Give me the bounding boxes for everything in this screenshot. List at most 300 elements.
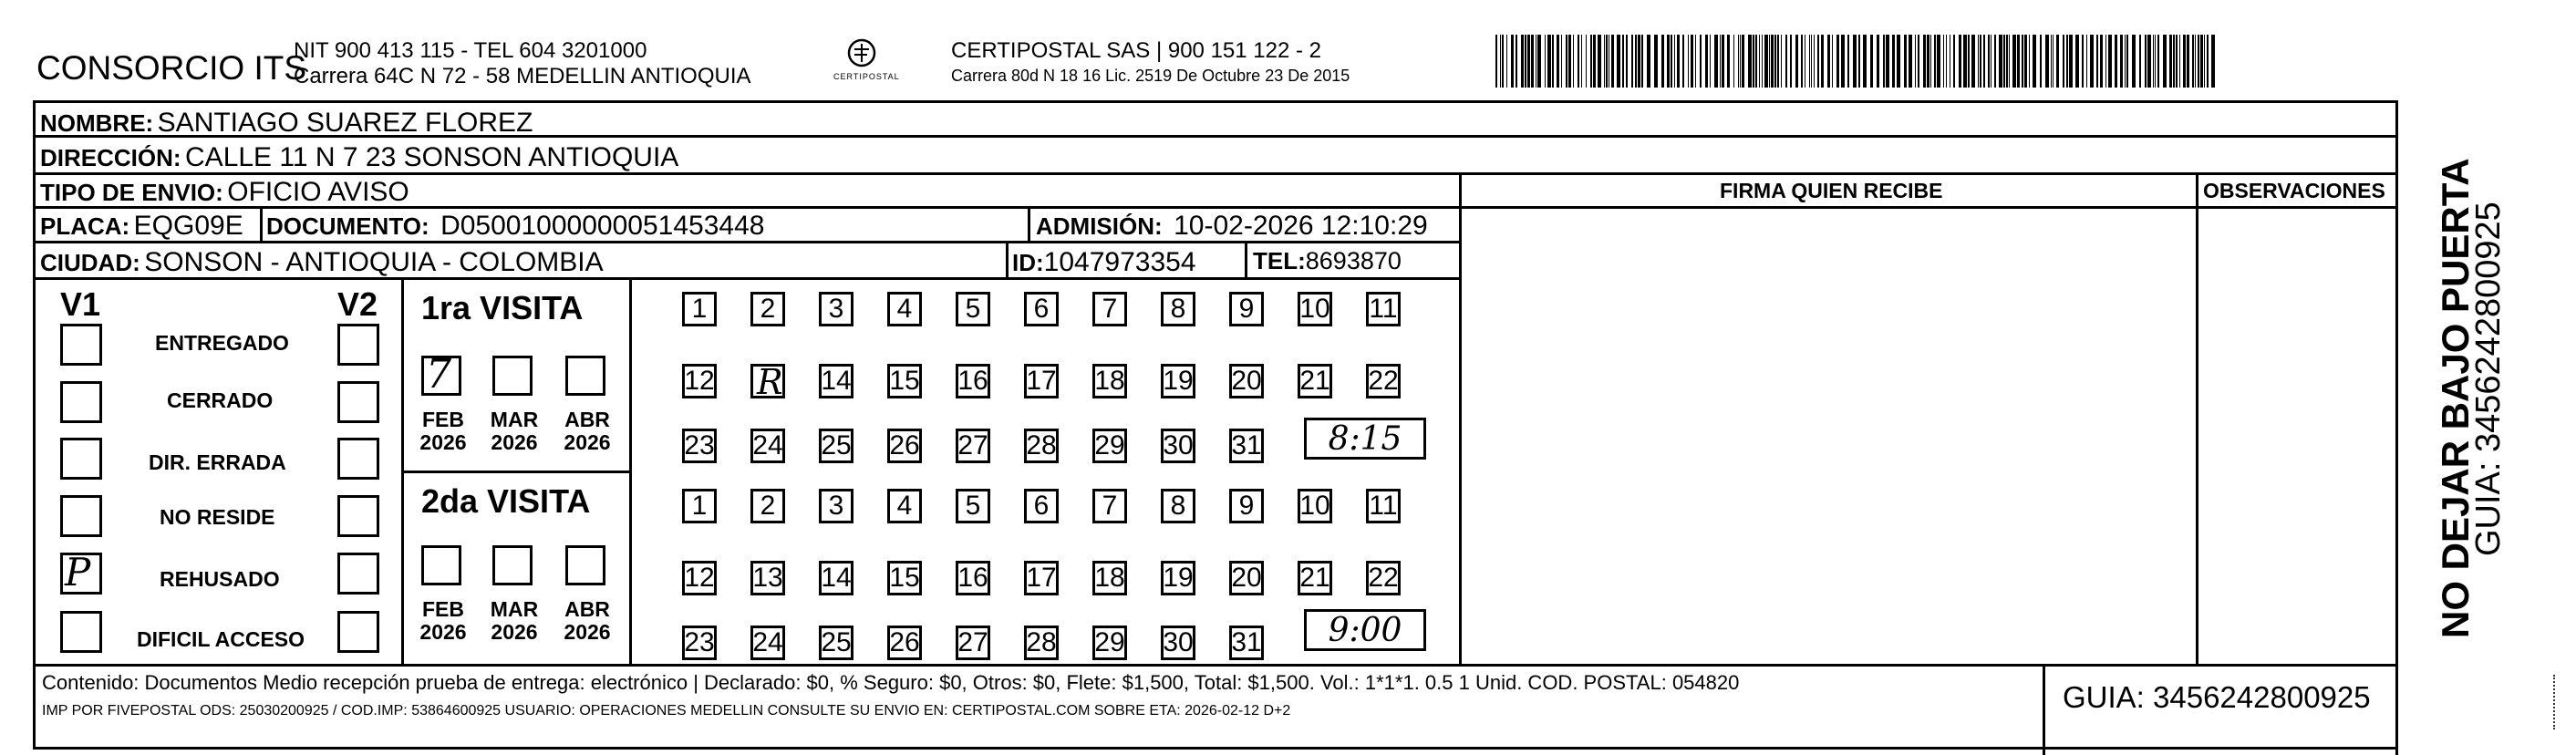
barcode-bar: [1742, 35, 1744, 88]
v2-checkbox-dir-errada[interactable]: [337, 438, 379, 480]
visit2-day-23[interactable]: [682, 626, 717, 660]
barcode-bar: [2200, 35, 2203, 88]
day-label: 12: [684, 366, 715, 396]
barcode-bar: [1753, 35, 1754, 88]
visit1-time: 8:15: [1328, 419, 1402, 458]
barcode-bar: [1598, 35, 1601, 88]
barcode-bar: [1785, 35, 1787, 88]
barcode-bar: [1521, 35, 1524, 88]
barcode-bar: [1883, 35, 1885, 88]
day-label: 25: [821, 430, 852, 460]
visit1-day-28[interactable]: [1024, 429, 1059, 463]
day-label: 14: [821, 563, 852, 593]
barcode-bar: [1626, 35, 1628, 88]
footer-contenido: Contenido: Documentos Medio recepción prueba de entrega: electrónico | Declarado: $0, % Seguro: $0, Otros: $0, Flete: $1,500, Total: $1,500. Vol.: 1*1*1. 0.5 1 Unid. COD. POSTAL: 054820: [42, 671, 1740, 694]
visit1-day-24[interactable]: [750, 429, 785, 463]
day-label: 26: [889, 627, 920, 657]
visit1-day-18[interactable]: [1092, 364, 1127, 398]
barcode-bar: [1927, 35, 1929, 88]
day-label: 27: [957, 627, 988, 657]
barcode-bar: [1897, 35, 1900, 88]
barcode-bar: [1617, 35, 1620, 88]
visit2-day-10[interactable]: [1298, 489, 1332, 523]
barcode-bar: [2040, 35, 2042, 88]
barcode-bar: [2176, 35, 2178, 88]
status-label-dir-errada: DIR. ERRADA: [149, 450, 286, 474]
visit1-day-26[interactable]: [887, 429, 922, 463]
barcode-bar: [1688, 35, 1689, 88]
v2-checkbox-entregado[interactable]: [337, 324, 379, 366]
visit1-day-5[interactable]: [956, 292, 990, 326]
barcode-bar: [1677, 35, 1680, 88]
barcode-bar: [1937, 35, 1940, 88]
barcode-bar: [1983, 35, 1985, 88]
visit2-day-1[interactable]: [682, 489, 717, 523]
barcode-bar: [1870, 35, 1873, 88]
visit2-day-11[interactable]: [1366, 489, 1401, 523]
barcode-bar: [1573, 35, 1574, 88]
visit2-day-24[interactable]: [750, 626, 785, 660]
barcode-bar: [1943, 35, 1944, 88]
barcode-bar: [1801, 35, 1803, 88]
nombre-label: NOMBRE:: [40, 109, 154, 137]
barcode-bar: [1863, 35, 1867, 88]
barcode-bar: [2145, 35, 2147, 88]
barcode-bar: [1647, 35, 1650, 88]
barcode-bar: [2163, 35, 2167, 88]
company-name: CONSORCIO ITS: [36, 49, 307, 87]
barcode-bar: [1814, 35, 1815, 88]
barcode-bar: [2075, 35, 2079, 88]
barcode-bar: [2066, 35, 2068, 88]
barcode-bar: [1999, 35, 2002, 88]
status-label-rehusado: REHUSADO: [160, 567, 280, 591]
barcode-bar: [1566, 35, 1567, 88]
barcode-bar: [2187, 35, 2189, 88]
barcode-bar: [1661, 35, 1664, 88]
visit1-title: 1ra VISITA: [421, 289, 584, 326]
visit2-day-27[interactable]: [956, 626, 990, 660]
barcode-bar: [2139, 35, 2141, 88]
placa-label: PLACA:: [40, 212, 130, 240]
day-label: 24: [752, 430, 783, 460]
carrier-address: Carrera 80d N 18 16 Lic. 2519 De Octubre 23 De 2015: [951, 67, 1350, 85]
day-label: 3: [828, 294, 844, 324]
barcode-bar: [1892, 35, 1895, 88]
visit2-day-26[interactable]: [887, 626, 922, 660]
barcode-bar: [1759, 35, 1760, 88]
visit2-day-7[interactable]: [1092, 489, 1127, 523]
observations-area[interactable]: [2199, 209, 2394, 663]
visit2-day-31[interactable]: [1229, 626, 1264, 660]
visit2-day-13[interactable]: [750, 561, 785, 595]
barcode-bar: [1691, 35, 1693, 88]
barcode-bar: [2173, 35, 2175, 88]
visit2-month-abr-box[interactable]: [565, 545, 605, 585]
barcode-bar: [2012, 35, 2016, 88]
barcode-bar: [1682, 35, 1684, 88]
visit2-day-6[interactable]: [1024, 489, 1059, 523]
barcode-bar: [1762, 35, 1763, 88]
visit2-day-22[interactable]: [1366, 561, 1401, 595]
visit1-day-4[interactable]: [887, 292, 922, 326]
visit2-month-feb-box[interactable]: [421, 545, 461, 585]
direccion-value: CALLE 11 N 7 23 SONSON ANTIOQUIA: [185, 142, 679, 172]
v2-checkbox-dificil-acceso[interactable]: [337, 611, 379, 653]
visit2-day-5[interactable]: [956, 489, 990, 523]
side-warning-wrap: [2418, 128, 2477, 638]
v2-checkbox-rehusado[interactable]: [337, 553, 379, 595]
visit2-day-18[interactable]: [1092, 561, 1127, 595]
barcode-bar: [1777, 35, 1779, 88]
day-label: 8: [1170, 294, 1186, 324]
barcode-bar: [2192, 35, 2194, 88]
barcode-bar: [1918, 35, 1919, 88]
barcode-bar: [1853, 35, 1857, 88]
barcode-bar: [1557, 35, 1559, 88]
barcode-bar: [1817, 35, 1819, 88]
barcode-bar: [1771, 35, 1774, 88]
barcode-bar: [2056, 35, 2059, 88]
visit2-day-12[interactable]: [682, 561, 717, 595]
barcode-bar: [1552, 35, 1554, 88]
visit1-feb-mark: 7: [426, 351, 451, 398]
signature-area[interactable]: [1463, 209, 2194, 663]
day-label: 1: [691, 491, 708, 521]
certipostal-logo: [821, 36, 903, 91]
barcode-bar: [2198, 35, 2199, 88]
barcode-bar: [1604, 35, 1605, 88]
visit1-day-30[interactable]: [1161, 429, 1195, 463]
visit1-day-9[interactable]: [1229, 292, 1264, 326]
barcode-bar: [2126, 35, 2128, 88]
day-label: 22: [1368, 563, 1399, 593]
barcode-bar: [2108, 35, 2112, 88]
visit2-day-17[interactable]: [1024, 561, 1059, 595]
day-label: 3: [828, 491, 844, 521]
barcode-bar: [2024, 35, 2027, 88]
barcode-bar: [1790, 35, 1792, 88]
day-label: 19: [1163, 366, 1194, 396]
visit1-month-feb-box[interactable]: [421, 351, 461, 398]
barcode-bar: [1611, 35, 1614, 88]
barcode-bar: [2086, 35, 2087, 88]
barcode-bar: [1606, 35, 1608, 88]
barcode-bar: [2157, 35, 2159, 88]
day-label: 10: [1299, 294, 1330, 324]
day-label: 7: [1102, 294, 1118, 324]
barcode-bar: [2096, 35, 2098, 88]
barcode-bar: [2120, 35, 2123, 88]
visit1-day-1[interactable]: [682, 292, 717, 326]
barcode-bar: [1545, 35, 1546, 88]
day-label: 6: [1033, 294, 1050, 324]
visit1-day-13[interactable]: [750, 362, 785, 402]
barcode-bar: [2195, 35, 2196, 88]
v1-checkbox-entregado[interactable]: [60, 324, 102, 366]
day-label: 11: [1369, 491, 1398, 521]
barcode-bar: [2183, 35, 2186, 88]
tel-label: TEL:: [1253, 247, 1306, 274]
barcode-bar: [1858, 35, 1860, 88]
v1-checkbox-dir-errada[interactable]: [60, 438, 102, 480]
visit1-day-25[interactable]: [819, 429, 853, 463]
company-nit: NIT 900 413 115 - TEL 604 3201000: [294, 38, 647, 63]
visit2-day-25[interactable]: [819, 626, 853, 660]
barcode-bar: [1980, 35, 1981, 88]
carrier-name: CERTIPOSTAL SAS | 900 151 122 - 2: [951, 38, 1321, 63]
barcode-icon: [1495, 35, 2225, 88]
visit1-day-10[interactable]: [1298, 292, 1332, 326]
visit1-day-7[interactable]: [1092, 292, 1127, 326]
day-label: 17: [1026, 366, 1057, 396]
barcode-bar: [2125, 35, 2126, 88]
side-warning: NO DEJAR BAJO PUERTA: [2434, 158, 2477, 638]
day-label: 20: [1231, 366, 1262, 396]
day-label: 28: [1026, 627, 1057, 657]
visit1-day-3[interactable]: [819, 292, 853, 326]
barcode-bar: [1622, 35, 1624, 88]
visit2-month-mar-label: MAR 2026: [490, 597, 539, 645]
day-label: 23: [684, 430, 715, 460]
barcode-bar: [1909, 35, 1912, 88]
barcode-bar: [1581, 35, 1582, 88]
day-label: 18: [1094, 366, 1125, 396]
visit1-day-31[interactable]: [1229, 429, 1264, 463]
barcode-bar: [1527, 35, 1530, 88]
visit1-day-14[interactable]: [819, 364, 853, 398]
day-label: 31: [1231, 430, 1262, 460]
id-value: 1047973354: [1043, 247, 1196, 277]
barcode-bar: [1641, 35, 1643, 88]
direccion-label: DIRECCIÓN:: [40, 144, 181, 171]
day-label: 2: [760, 294, 776, 324]
visit2-month-feb-label: FEB 2026: [419, 597, 467, 645]
visit2-day-20[interactable]: [1229, 561, 1264, 595]
v1-checkbox-cerrado[interactable]: [60, 381, 102, 423]
day-label: 26: [889, 430, 920, 460]
visit2-day-15[interactable]: [887, 561, 922, 595]
barcode-bar: [1506, 35, 1507, 88]
side-guia: GUIA: 3456242800925: [2469, 202, 2508, 556]
visit2-month-abr-label: ABR 2026: [564, 597, 611, 645]
visit1-day-19[interactable]: [1161, 364, 1195, 398]
visit2-day-2[interactable]: [750, 489, 785, 523]
barcode-bar: [2033, 35, 2036, 88]
v2-checkbox-no-reside[interactable]: [337, 495, 379, 537]
barcode-bar: [1531, 35, 1534, 88]
barcode-bar: [1674, 35, 1675, 88]
visit1-day-27[interactable]: [956, 429, 990, 463]
visit1-day-2[interactable]: [750, 292, 785, 326]
day-label: 7: [1102, 491, 1118, 521]
barcode-bar: [2009, 35, 2010, 88]
barcode-bar: [2153, 35, 2154, 88]
visit2-time: 9:00: [1328, 611, 1402, 649]
visit1-day-22[interactable]: [1366, 364, 1401, 398]
ciudad-value: SONSON - ANTIOQUIA - COLOMBIA: [144, 247, 604, 277]
visit1-month-abr-box[interactable]: [565, 356, 605, 396]
nombre-value: SANTIAGO SUAREZ FLOREZ: [157, 108, 533, 138]
scan-speck: [2553, 675, 2556, 729]
logo-text: CERTIPOSTAL: [833, 72, 900, 81]
admision-value: 10-02-2026 12:10:29: [1174, 211, 1428, 241]
barcode-bar: [2207, 35, 2209, 88]
day-label: 2: [760, 491, 776, 521]
day-label: 4: [896, 491, 913, 521]
barcode-bar: [1841, 35, 1845, 88]
visit2-day-21[interactable]: [1298, 561, 1332, 595]
barcode-bar: [1821, 35, 1824, 88]
firma-header: FIRMA QUIEN RECIBE: [1720, 179, 1943, 202]
barcode-bar: [1755, 35, 1757, 88]
barcode-bar: [2204, 35, 2205, 88]
visit2-day-8[interactable]: [1161, 489, 1195, 523]
visit2-time-box[interactable]: [1304, 609, 1426, 651]
barcode-bar: [1934, 35, 1936, 88]
barcode-bar: [1795, 35, 1798, 88]
barcode-bar: [1811, 35, 1812, 88]
visit1-day-20[interactable]: [1229, 364, 1264, 398]
barcode-bar: [2045, 35, 2049, 88]
day-label: 21: [1299, 563, 1330, 593]
visit2-day-9[interactable]: [1229, 489, 1264, 523]
barcode-bar: [1946, 35, 1947, 88]
v1-header: V1: [60, 285, 101, 323]
visit1-time-box[interactable]: [1304, 418, 1426, 460]
barcode-bar: [1671, 35, 1672, 88]
visit2-day-29[interactable]: [1092, 626, 1127, 660]
day-label: 4: [896, 294, 913, 324]
day-label: 15: [889, 563, 920, 593]
barcode-bar: [1700, 35, 1702, 88]
day-label: 20: [1231, 563, 1262, 593]
barcode-bar: [1968, 35, 1970, 88]
day-label: 8: [1170, 491, 1186, 521]
barcode-bar: [2063, 35, 2064, 88]
day-label: 5: [965, 491, 981, 521]
day-label: 31: [1231, 627, 1262, 657]
barcode-bar: [2100, 35, 2103, 88]
visit1-month-mar-box[interactable]: [492, 356, 533, 396]
visit2-day-16[interactable]: [956, 561, 990, 595]
barcode-bar: [1511, 35, 1514, 88]
barcode-bar: [1774, 35, 1776, 88]
v1-checkbox-dificil-acceso[interactable]: [60, 611, 102, 653]
barcode-bar: [1578, 35, 1579, 88]
visit2-day-28[interactable]: [1024, 626, 1059, 660]
visit1-day-8[interactable]: [1161, 292, 1195, 326]
barcode-bar: [1959, 35, 1961, 88]
day-label: 25: [821, 627, 852, 657]
barcode-bar: [1714, 35, 1718, 88]
barcode-bar: [1710, 35, 1711, 88]
day-label: 29: [1094, 430, 1125, 460]
barcode-bar: [1705, 35, 1708, 88]
barcode-bar: [1500, 35, 1501, 88]
barcode-bar: [1923, 35, 1926, 88]
barcode-bar: [1915, 35, 1916, 88]
barcode-bar: [1502, 35, 1504, 88]
visit1-day-12[interactable]: [682, 364, 717, 398]
day-label: 23: [684, 627, 715, 657]
day-label: 19: [1163, 563, 1194, 593]
barcode-bar: [1963, 35, 1967, 88]
day-label: 11: [1369, 294, 1398, 324]
v1-checkbox-no-reside[interactable]: [60, 495, 102, 537]
barcode-bar: [1635, 35, 1637, 88]
day-label: 16: [957, 563, 988, 593]
barcode-bar: [1877, 35, 1879, 88]
barcode-bar: [2003, 35, 2005, 88]
barcode-bar: [2051, 35, 2052, 88]
barcode-bar: [2169, 35, 2172, 88]
v1-checkbox-rehusado[interactable]: [60, 550, 102, 595]
barcode-bar: [1769, 35, 1770, 88]
barcode-bar: [1722, 35, 1724, 88]
visit1-day-11[interactable]: [1366, 292, 1401, 326]
barcode-bar: [1720, 35, 1721, 88]
status-label-entregado: ENTREGADO: [155, 331, 289, 355]
barcode-bar: [2132, 35, 2136, 88]
footer-guia: GUIA: 3456242800925: [2063, 680, 2371, 714]
barcode-bar: [1561, 35, 1562, 88]
visit1-day-17[interactable]: [1024, 364, 1059, 398]
visit2-day-3[interactable]: [819, 489, 853, 523]
visit1-day-15[interactable]: [887, 364, 922, 398]
day-label: 22: [1368, 366, 1399, 396]
v2-checkbox-cerrado[interactable]: [337, 381, 379, 423]
documento-value: D05001000000051453448: [440, 211, 765, 241]
status-label-no-reside: NO RESIDE: [160, 505, 275, 529]
day-label: 28: [1026, 430, 1057, 460]
v1-rehusado-mark: P: [65, 550, 91, 595]
barcode-bar: [1590, 35, 1592, 88]
barcode-bar: [2069, 35, 2073, 88]
visit2-day-19[interactable]: [1161, 561, 1195, 595]
barcode-bar: [1537, 35, 1541, 88]
day-label: 6: [1033, 491, 1050, 521]
visit2-day-14[interactable]: [819, 561, 853, 595]
day-label: 13: [752, 563, 783, 593]
visit2-day-30[interactable]: [1161, 626, 1195, 660]
barcode-bar: [2090, 35, 2094, 88]
barcode-bar: [1764, 35, 1768, 88]
visit1-day-21[interactable]: [1298, 364, 1332, 398]
barcode-bar: [1836, 35, 1839, 88]
visit2-day-4[interactable]: [887, 489, 922, 523]
visit2-month-mar-box[interactable]: [492, 545, 533, 585]
visit1-day-29[interactable]: [1092, 429, 1127, 463]
visit1-day-6[interactable]: [1024, 292, 1059, 326]
day-label: 30: [1163, 430, 1194, 460]
barcode-bar: [1631, 35, 1633, 88]
day-label: 30: [1163, 627, 1194, 657]
barcode-bar: [2179, 35, 2180, 88]
visit1-month-abr-label: ABR 2026: [564, 408, 611, 455]
day-label: 29: [1094, 627, 1125, 657]
barcode-bar: [2006, 35, 2008, 88]
company-address: Carrera 64C N 72 - 58 MEDELLIN ANTIOQUIA: [294, 64, 751, 88]
day-label: 17: [1026, 563, 1057, 593]
barcode-bar: [1809, 35, 1810, 88]
day-label: 27: [957, 430, 988, 460]
barcode-bar: [1568, 35, 1571, 88]
barcode-bar: [1847, 35, 1849, 88]
visit1-day-23[interactable]: [682, 429, 717, 463]
barcode-bar: [1516, 35, 1517, 88]
visit1-day-16[interactable]: [956, 364, 990, 398]
